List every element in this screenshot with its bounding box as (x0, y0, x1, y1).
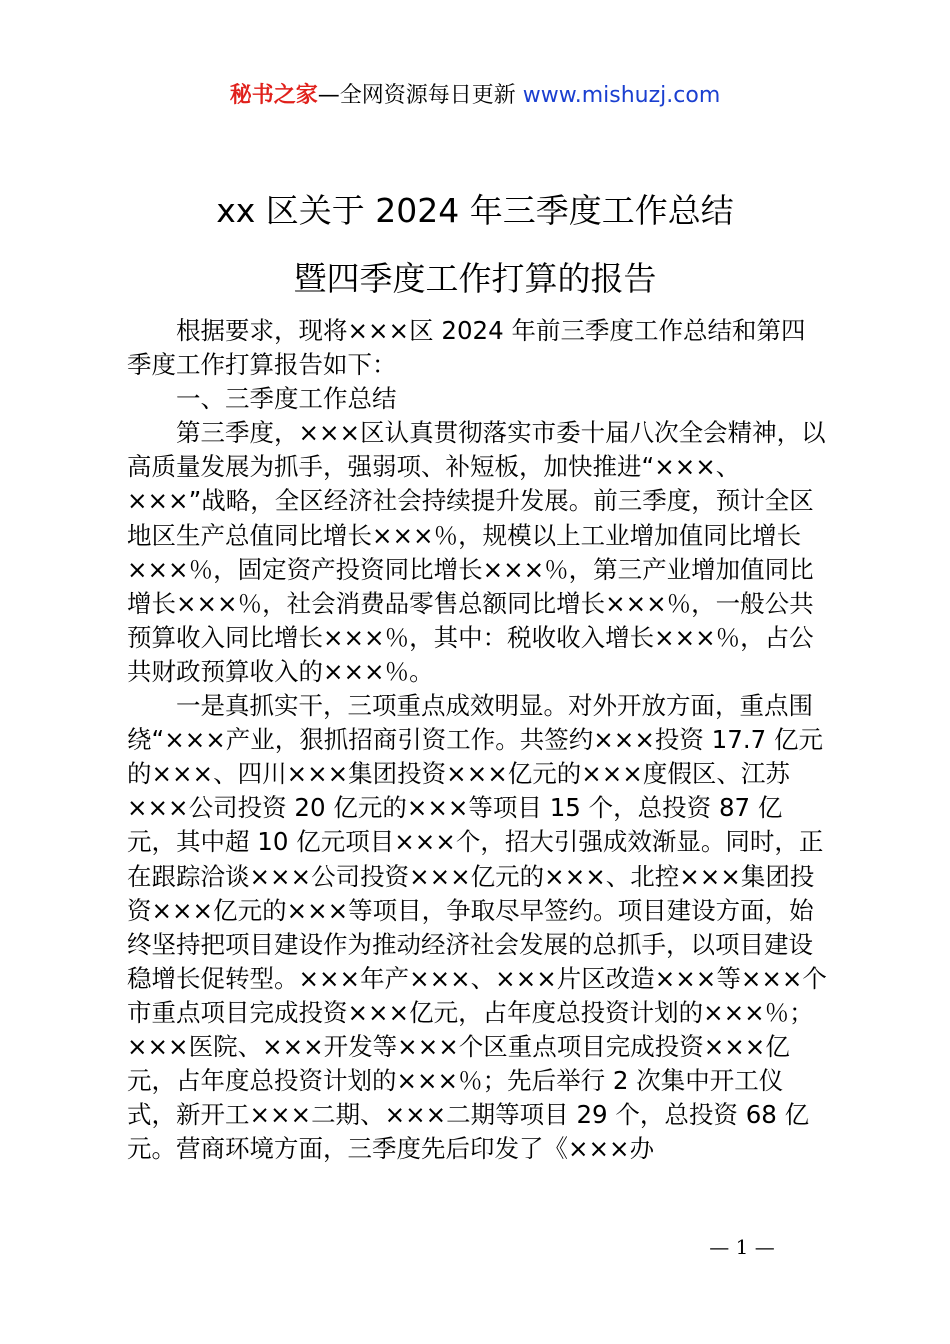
section-heading: 一、三季度工作总结 (176, 384, 397, 414)
site-brand: 秘书之家 (229, 83, 318, 108)
key-work-paragraph: 一是真抓实干，三项重点成效明显。对外开放方面，重点围绕“×××产业，狠抓招商引资工作。共签约×××投资 17.7 亿元的×××、四川×××集团投资×××亿元的×××度假区、江苏×××公司投资 20 亿元的×××等项目 15 个，总投资 87 亿元，其中超 10 亿元项目×××个，招大引强成效渐显。同时，正在跟踪洽谈×××公司投资×××亿元的×××、北控×××集团投资×××亿元的×××等项目，争取尽早签约。项目建设方面，始终坚持把项目建设作为推动经济社会发展的总抓手，以项目建设稳增长促转型。×××年产×××、×××片区改造×××等×××个市重点项目完成投资×××亿元，占年度总投资计划的×××％；×××医院、×××开发等×××个区重点项目完成投资×××亿元，占年度总投资计划的×××％；先后举行 2 次集中开工仪式，新开工×××二期、×××二期等项目 29 个，总投资 68 亿元。营商环境方面，三季度先后印发了《×××办 (127, 691, 827, 1164)
intro-paragraph: 根据要求，现将×××区 2024 年前三季度工作总结和第四季度工作打算报告如下： (127, 316, 806, 380)
site-tagline: —全网资源每日更新 (317, 83, 523, 108)
page-number: — 1 — (709, 1235, 775, 1259)
summary-paragraph: 第三季度，×××区认真贯彻落实市委十届八次全会精神，以高质量发展为抓手，强弱项、补短板，加快推进“×××、×××”战略，全区经济社会持续提升发展。前三季度，预计全区地区生产总值同比增长×××％，规模以上工业增加值同比增长×××％，固定资产投资同比增长×××％，第三产业增加值同比增长×××％，社会消费品零售总额同比增长×××％，一般公共预算收入同比增长×××％，其中：税收收入增长×××％，占公共财政预算收入的×××％。 (127, 418, 826, 686)
site-url-link[interactable]: www.mishuzj.com (522, 83, 721, 108)
document-title-line-1: xx 区关于 2024 年三季度工作总结 (216, 191, 734, 230)
document-body (127, 314, 827, 1166)
document-title-line-2: 暨四季度工作打算的报告 (293, 259, 657, 298)
site-header (0, 80, 950, 112)
